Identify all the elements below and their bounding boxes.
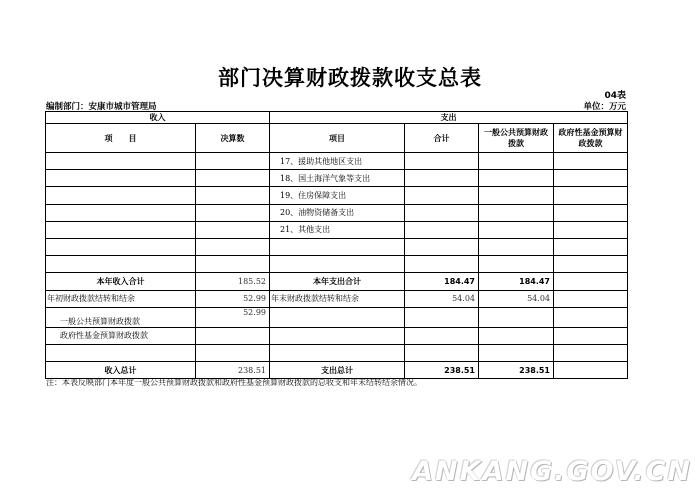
expense-item-18: 18、国土海洋气象等支出 <box>270 170 405 187</box>
year-income-total-value: 185.52 <box>196 273 270 290</box>
expense-item-20: 20、油物资储备支出 <box>270 204 405 221</box>
report-title: 部门决算财政拨款收支总表 <box>218 66 482 90</box>
beginning-balance-label: 年初财政拨款结转和结余 <box>46 290 196 307</box>
gov-fund-alloc-label: 政府性基金预算财政拨款 <box>46 327 196 344</box>
department-label: 编制部门：安康市城市管理局 <box>46 102 157 112</box>
table-row <box>46 238 628 255</box>
final-amount-header: 决算数 <box>196 124 270 153</box>
budget-summary-table <box>45 111 628 379</box>
year-expense-total-value: 184.47 <box>405 273 479 290</box>
table-row <box>46 221 628 238</box>
total-header: 合计 <box>405 124 479 153</box>
table-row <box>46 170 628 187</box>
income-grand-total-value: 238.51 <box>196 362 270 379</box>
ending-balance-total: 54.04 <box>405 290 479 307</box>
year-income-total-label: 本年收入合计 <box>46 273 196 290</box>
section-header-row <box>46 112 628 124</box>
table-row <box>46 204 628 221</box>
table-row <box>46 187 628 204</box>
table-row <box>46 327 628 344</box>
expense-item-header: 项目 <box>270 124 405 153</box>
year-expense-total-label: 本年支出合计 <box>270 273 405 290</box>
ending-balance-general: 54.04 <box>479 290 554 307</box>
table-row <box>46 256 628 273</box>
expense-item-21: 21、其他支出 <box>270 221 405 238</box>
expense-grand-general-value: 238.51 <box>479 362 554 379</box>
table-row <box>46 344 628 361</box>
expense-grand-total-value: 238.51 <box>405 362 479 379</box>
income-section-header: 收入 <box>46 112 270 124</box>
income-item-header: 项 目 <box>46 124 196 153</box>
expense-section-header: 支出 <box>270 112 628 124</box>
general-budget-alloc-label: 一般公共预算财政拨款 <box>46 307 196 327</box>
gov-fund-header: 政府性基金预算财政拨款 <box>554 124 628 153</box>
site-watermark: ANKANG.GOV.CN <box>412 456 692 487</box>
expense-grand-total-label: 支出总计 <box>270 362 405 379</box>
expense-item-19: 19、住房保障支出 <box>270 187 405 204</box>
year-expense-general-value: 184.47 <box>479 273 554 290</box>
year-total-row <box>46 273 628 290</box>
income-grand-total-label: 收入总计 <box>46 362 196 379</box>
general-budget-header: 一般公共预算财政拨款 <box>479 124 554 153</box>
ending-balance-label: 年末财政拨款结转和结余 <box>270 290 405 307</box>
column-header-row <box>46 124 628 153</box>
table-row <box>46 307 628 327</box>
balance-row <box>46 290 628 307</box>
general-budget-alloc-value: 52.99 <box>196 307 270 327</box>
table-row <box>46 153 628 170</box>
beginning-balance-value: 52.99 <box>196 290 270 307</box>
table-note: 注：本表反映部门本年度一般公共预算财政拨款和政府性基金预算财政拨款的总收支和年末结转结余情况。 <box>46 378 422 387</box>
unit-label: 单位：万元 <box>583 102 626 112</box>
expense-item-17: 17、援助其他地区支出 <box>270 153 405 170</box>
table-number: 04表 <box>604 91 626 101</box>
